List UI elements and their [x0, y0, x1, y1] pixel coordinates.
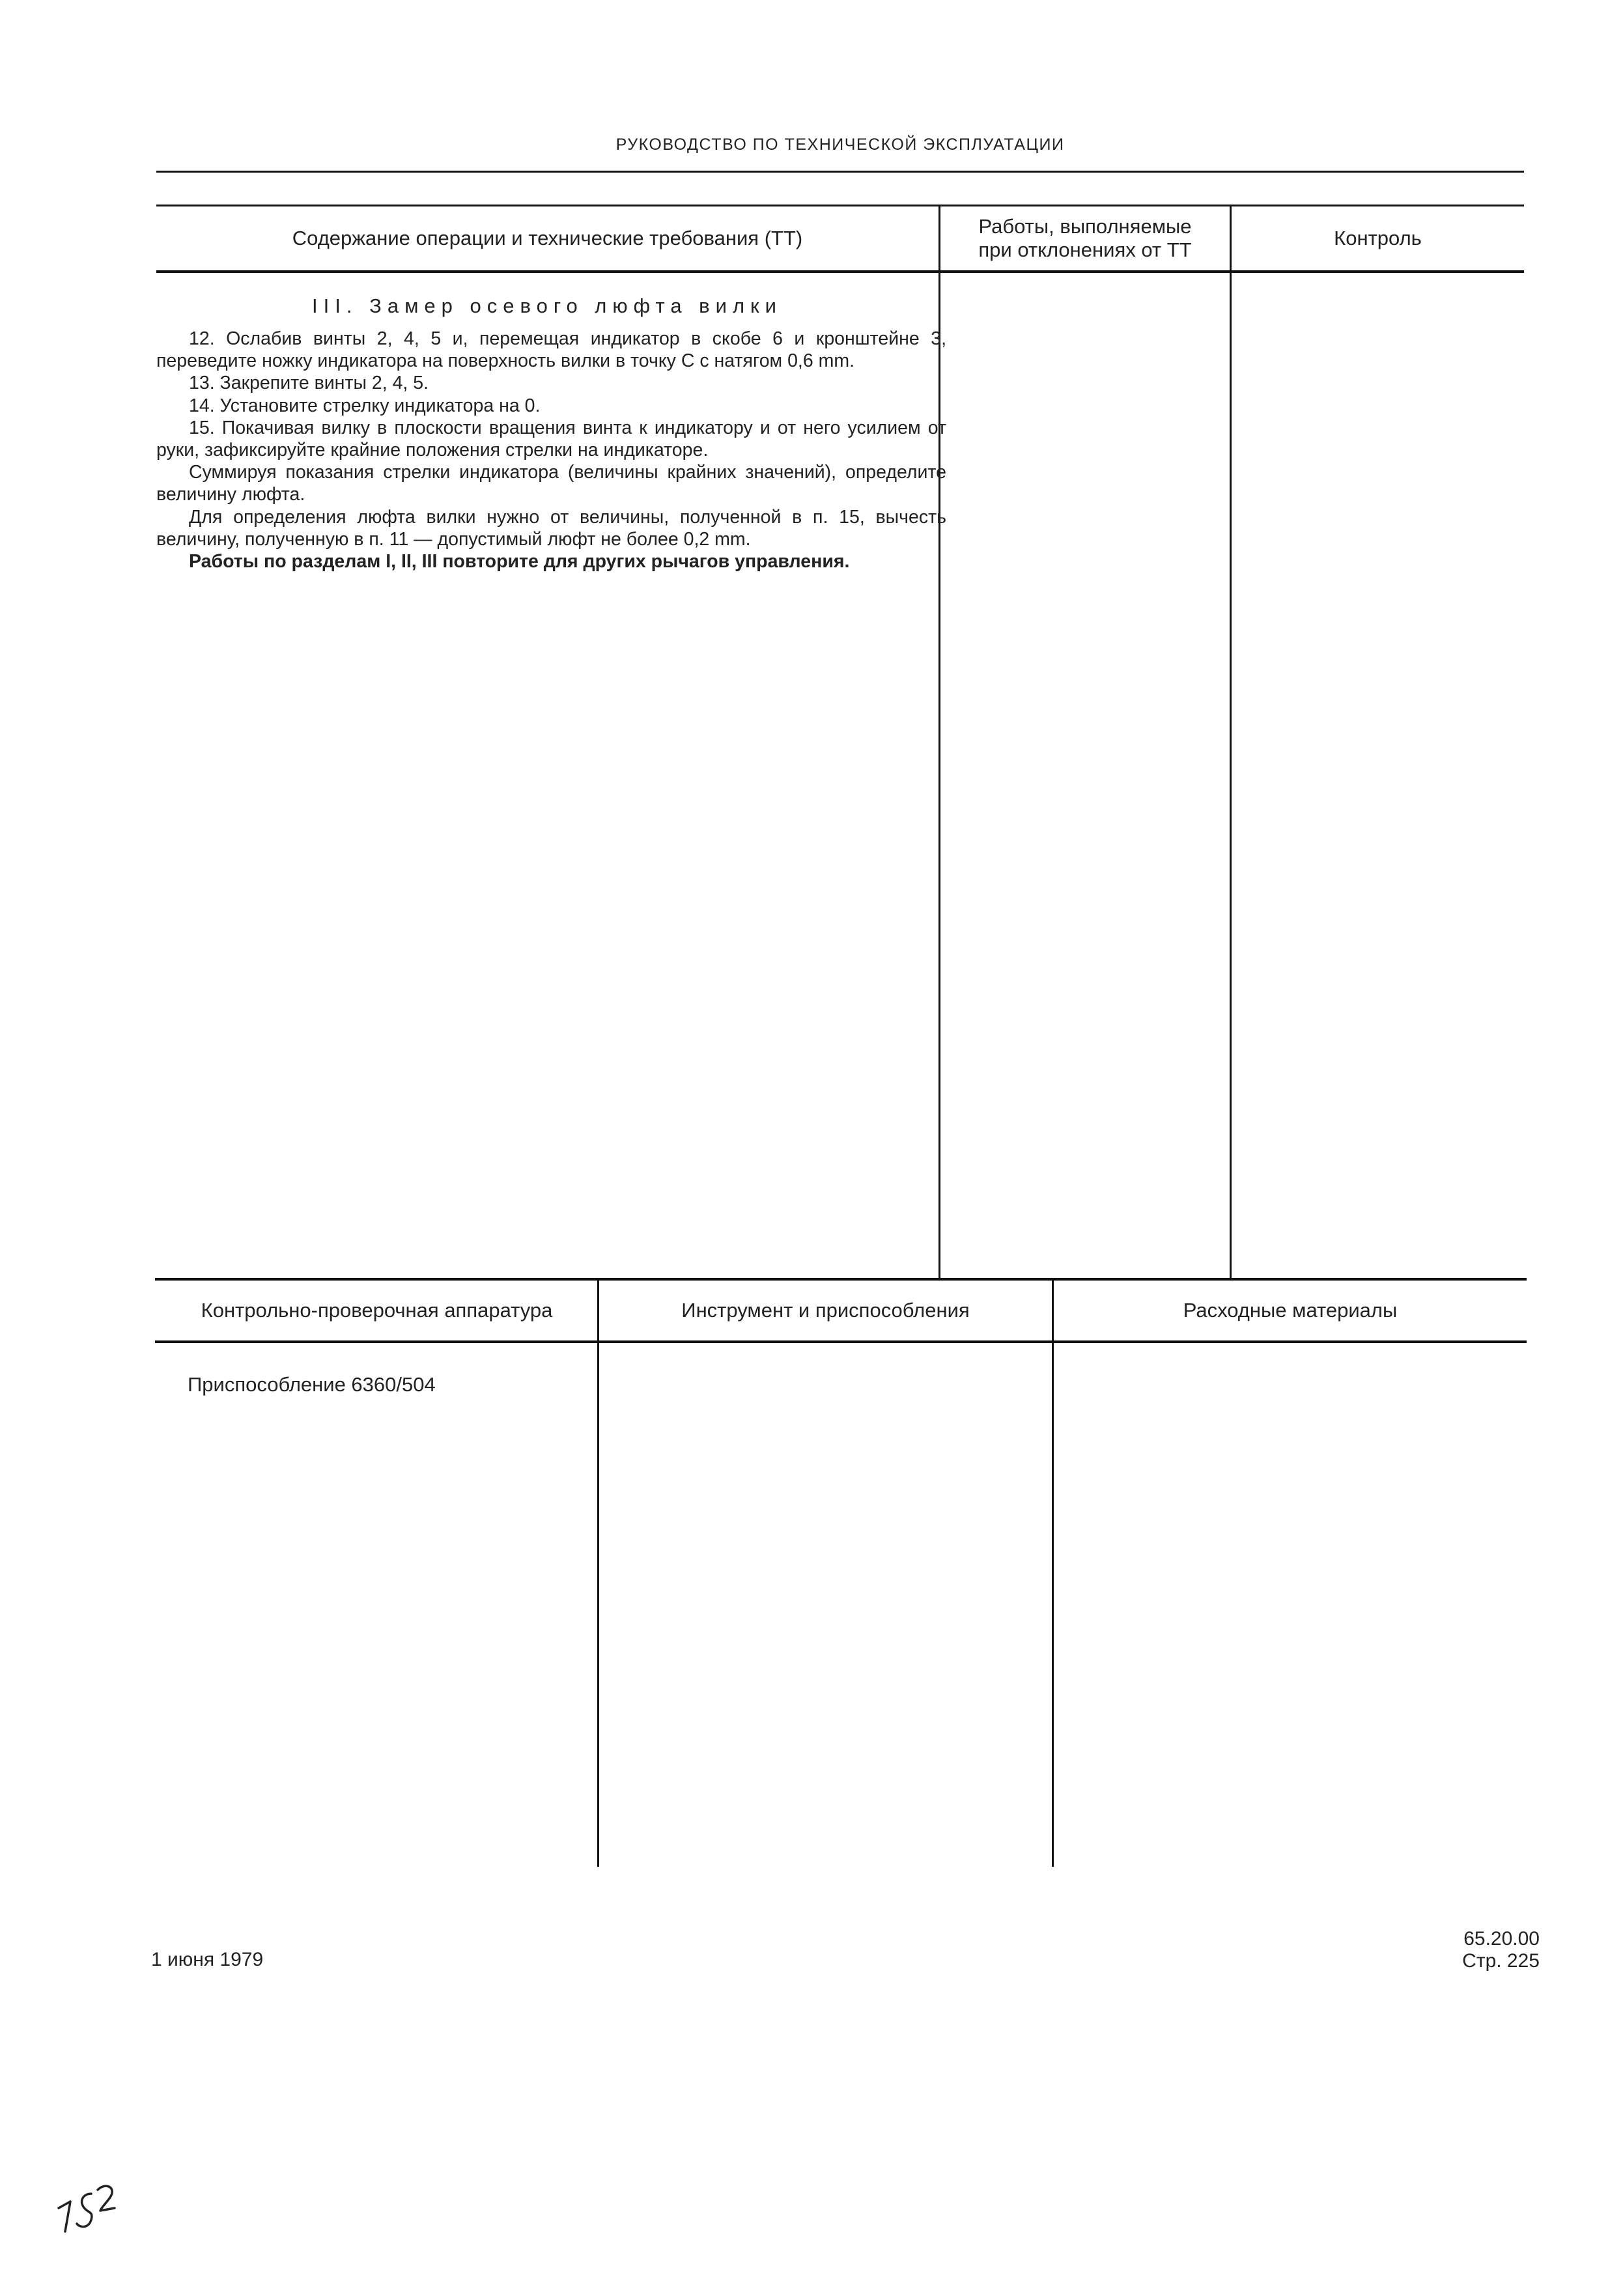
header-rule	[156, 171, 1524, 173]
column-header-control	[1232, 206, 1524, 270]
paragraph-play-definition: Для определения люфта вилки нужно от величины, полученной в п. 15, вычесть величину, полученную в п. 11 — допустимый люфт не более 0,2 mm.	[156, 506, 946, 550]
footer-page-number: Стр. 225	[1462, 1950, 1540, 1972]
running-header: РУКОВОДСТВО ПО ТЕХНИЧЕСКОЙ ЭКСПЛУАТАЦИИ	[615, 135, 1065, 154]
column-header-deviations-line2: при отклонениях от ТТ	[978, 238, 1192, 261]
table-divider-2	[1230, 205, 1232, 1279]
column-header-content-label: Содержание операции и технические требования (ТТ)	[292, 227, 803, 250]
column-header-content	[156, 206, 939, 270]
column-header-deviations-line1: Работы, выполняемые	[978, 215, 1192, 238]
column-header-tools: Инструмент и приспособления	[681, 1299, 970, 1322]
handwritten-page-mark	[51, 2168, 122, 2239]
paragraph-step-15: 15. Покачивая вилку в плоскости вращения винта к индикатору и от него усилием от руки, зафиксируйте крайние положения стрелки на индикаторе.	[156, 417, 946, 461]
paragraph-step-12: 12. Ослабив винты 2, 4, 5 и, перемещая индикатор в скобе 6 и кронштейне 3, переведите ножку индикатора на поверхность вилки в точку С с натягом 0,6 mm.	[156, 328, 946, 372]
column-header-apparatus: Контрольно-проверочная аппаратура	[201, 1299, 553, 1322]
footer-page-info	[1462, 1928, 1540, 1972]
paragraph-summation: Суммируя показания стрелки индикатора (величины крайних значений), определите величину люфта.	[156, 462, 946, 505]
column-header-materials: Расходные материалы	[1183, 1299, 1398, 1322]
apparatus-item: Приспособление 6360/504	[188, 1373, 436, 1396]
equipment-header-rule	[155, 1340, 1527, 1343]
footer-doc-code: 65.20.00	[1463, 1928, 1540, 1949]
footer-date: 1 июня 1979	[151, 1949, 264, 1970]
section-title: III. Замер осевого люфта вилки	[312, 294, 782, 317]
column-header-control-label: Контроль	[1334, 227, 1422, 250]
equipment-divider-1	[597, 1281, 599, 1867]
operation-text	[156, 328, 946, 573]
column-header-deviations	[940, 206, 1230, 270]
equipment-divider-2	[1052, 1281, 1054, 1867]
paragraph-step-14: 14. Установите стрелку индикатора на 0.	[189, 395, 541, 416]
paragraph-repeat-note: Работы по разделам I, II, III повторите для других рычагов управления.	[189, 551, 850, 573]
paragraph-step-13: 13. Закрепите винты 2, 4, 5.	[189, 373, 429, 394]
table-header-rule	[156, 270, 1524, 273]
